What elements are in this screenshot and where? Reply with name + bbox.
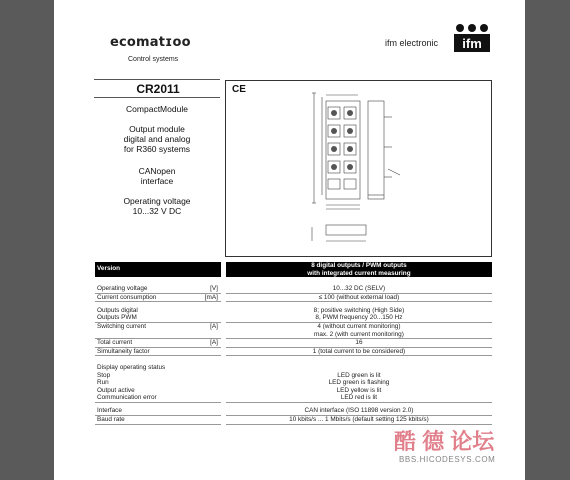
brand-subtitle: Control systems: [128, 56, 179, 63]
table-row: Interface CAN interface (ISO 11898 version 2.0): [95, 407, 492, 415]
title-bottom-rule: [94, 97, 220, 98]
table-row: Baud rate 10 kbits/s ... 1 Mbits/s (default setting 125 kbits/s): [95, 416, 492, 425]
table-row: Simultaneity factor 1 (total current to be considered): [95, 347, 492, 356]
product-code: CR2011: [136, 82, 180, 96]
table-row: Outputs digital 8; positive switching (High Side): [97, 306, 405, 314]
brand-logo: ecomatɪoo: [110, 35, 191, 50]
specifications-table: [95, 262, 492, 425]
table-row: Run LED green is flashing: [97, 379, 390, 387]
table-row: Operating voltage [V] 10...32 DC (SELV): [95, 285, 492, 293]
product-description: Output module digital and analog for R360 systems: [123, 124, 191, 154]
svg-text:ifm: ifm: [462, 36, 482, 51]
table-row: Current consumption [mA] ≤ 100 (without external load): [95, 293, 492, 302]
product-name: CompactModule: [126, 104, 188, 114]
table-row: Switching current [A] 4 (without current monitoring) max. 2 (with current monitoring): [95, 323, 492, 339]
table-row: Outputs PWM 8, PWM frequency 20...150 Hz: [95, 314, 492, 322]
table-row: Total current [A] 16: [95, 339, 492, 348]
dimension-drawing-box: [225, 80, 492, 257]
table-row: Communication error LED red is lit: [95, 394, 492, 402]
version-value: 8 digital outputs / PWM outputs with integrated current measuring: [226, 262, 492, 277]
version-header-row: [95, 262, 492, 277]
ce-mark-icon: CE: [232, 84, 246, 95]
module-dimension-drawing: [288, 87, 428, 253]
datasheet-page: [54, 0, 525, 480]
operating-voltage-summary: Operating voltage 10...32 V DC: [123, 196, 191, 216]
watermark-text: 酷 德 论坛: [394, 429, 495, 454]
title-top-rule: [94, 79, 220, 80]
version-label: Version: [95, 262, 203, 277]
company-name: ifm electronic: [385, 38, 439, 48]
table-row: Stop LED green is lit: [97, 371, 381, 379]
bus-interface: CANopen interface: [138, 166, 176, 186]
ifm-logo-icon: [454, 22, 490, 52]
table-row: Display operating status: [97, 363, 166, 371]
watermark-url: BBS.HICODESYS.COM: [399, 455, 496, 464]
forum-watermark: [352, 425, 570, 480]
table-row: Output active LED yellow is lit: [97, 386, 382, 394]
